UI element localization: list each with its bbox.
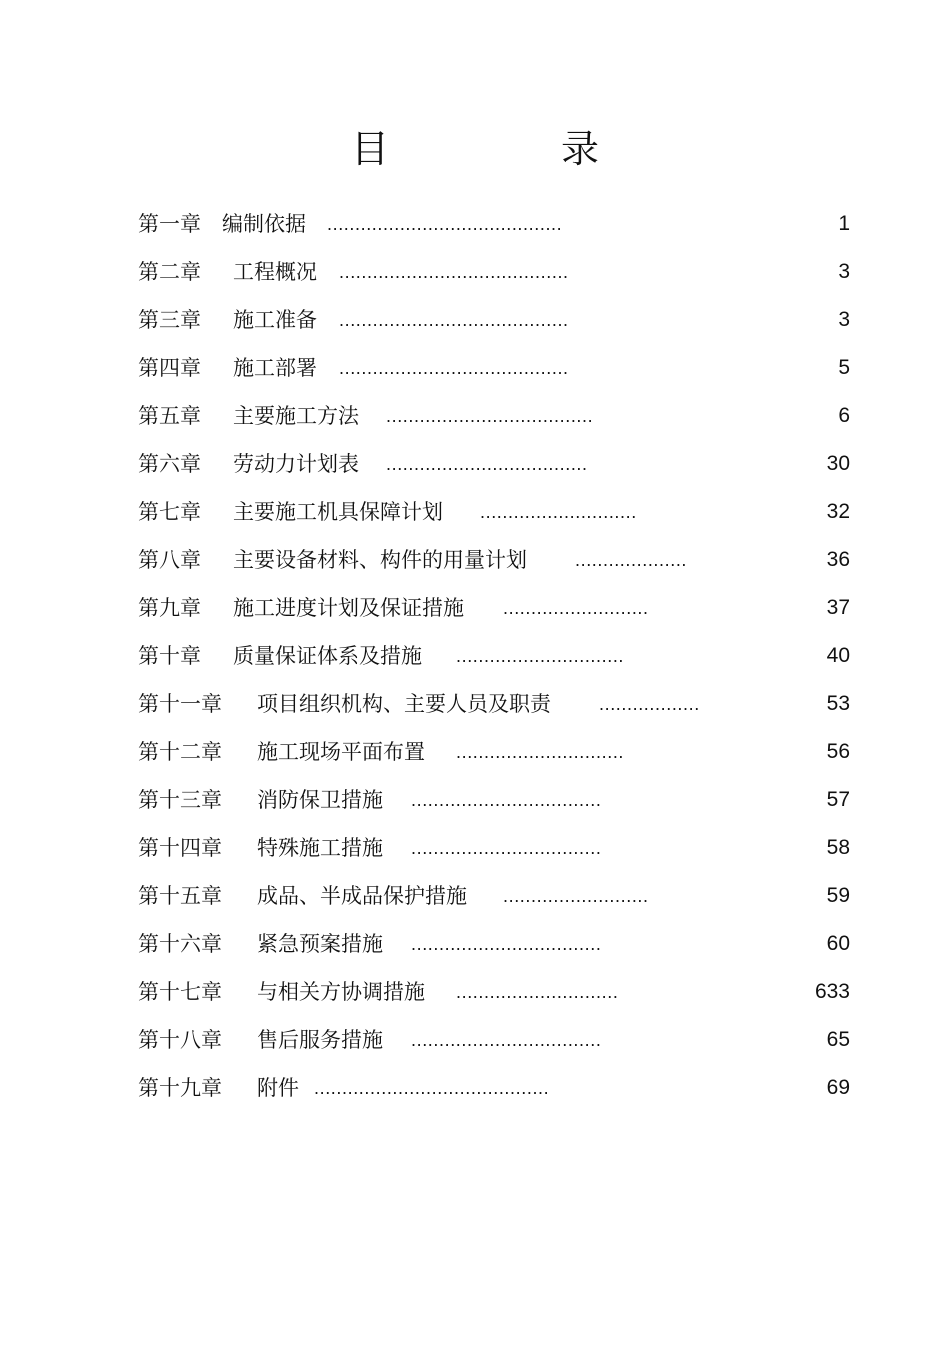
- toc-page-number: 53: [826, 692, 850, 715]
- toc-entry: [0, 449, 950, 479]
- toc-dot-leader: ..............................: [456, 742, 625, 762]
- toc-page-number: 37: [826, 596, 850, 619]
- toc-entry: [0, 257, 950, 287]
- toc-chapter-number: 第七章: [138, 500, 201, 524]
- toc-dot-leader: ..................................: [411, 790, 602, 810]
- toc-page-number: 30: [826, 452, 850, 475]
- toc-chapter-number: 第九章: [138, 596, 201, 620]
- toc-title: 目 录: [350, 127, 680, 171]
- toc-page-number: 57: [826, 788, 850, 811]
- toc-chapter-number: 第二章: [138, 260, 201, 284]
- toc-chapter-number: 第五章: [138, 404, 201, 428]
- toc-entry: [0, 545, 950, 575]
- toc-page-number: 69: [826, 1076, 850, 1099]
- toc-chapter-number: 第十二章: [138, 740, 222, 764]
- toc-page-number: 56: [826, 740, 850, 763]
- toc-dot-leader: ..................................: [411, 1030, 602, 1050]
- toc-page-number: 58: [826, 836, 850, 859]
- toc-dot-leader: ....................................: [386, 454, 588, 474]
- toc-page-number: 59: [826, 884, 850, 907]
- toc-page-number: 633: [814, 980, 850, 1003]
- toc-chapter-title: 消防保卫措施: [257, 788, 383, 812]
- toc-dot-leader: ..............................: [456, 646, 625, 666]
- toc-dot-leader: ....................: [575, 550, 688, 570]
- toc-entry: [0, 641, 950, 671]
- toc-dot-leader: ..................................: [411, 838, 602, 858]
- toc-chapter-number: 第十一章: [138, 692, 222, 716]
- toc-chapter-number: 第十八章: [138, 1028, 222, 1052]
- toc-chapter-title: 劳动力计划表: [233, 452, 359, 476]
- toc-dot-leader: ..........................................: [327, 214, 563, 234]
- toc-chapter-number: 第十七章: [138, 980, 222, 1004]
- toc-chapter-number: 第一章: [138, 212, 201, 236]
- toc-entry: [0, 209, 950, 239]
- toc-dot-leader: .....................................: [386, 406, 594, 426]
- toc-chapter-number: 第十章: [138, 644, 201, 668]
- toc-chapter-title: 成品、半成品保护措施: [257, 884, 467, 908]
- toc-chapter-number: 第十三章: [138, 788, 222, 812]
- toc-chapter-title: 施工进度计划及保证措施: [233, 596, 464, 620]
- toc-entry: [0, 593, 950, 623]
- toc-chapter-number: 第三章: [138, 308, 201, 332]
- toc-chapter-number: 第六章: [138, 452, 201, 476]
- toc-dot-leader: ..................: [599, 694, 700, 714]
- toc-entry: [0, 305, 950, 335]
- toc-dot-leader: ............................: [480, 502, 637, 522]
- toc-dot-leader: .........................................: [339, 358, 569, 378]
- toc-entry: [0, 1073, 950, 1103]
- toc-chapter-title: 主要施工机具保障计划: [233, 500, 443, 524]
- toc-chapter-title: 紧急预案措施: [257, 932, 383, 956]
- toc-chapter-title: 与相关方协调措施: [257, 980, 425, 1004]
- toc-page-number: 3: [838, 308, 850, 331]
- toc-chapter-title: 施工部署: [233, 356, 317, 380]
- toc-chapter-title: 编制依据: [222, 212, 306, 236]
- toc-page-number: 3: [838, 260, 850, 283]
- toc-chapter-title: 施工准备: [233, 308, 317, 332]
- toc-chapter-number: 第十四章: [138, 836, 222, 860]
- toc-chapter-title: 工程概况: [233, 260, 317, 284]
- toc-page-number: 5: [838, 356, 850, 379]
- toc-chapter-title: 特殊施工措施: [257, 836, 383, 860]
- toc-dot-leader: ..........................: [503, 886, 649, 906]
- toc-chapter-number: 第十五章: [138, 884, 222, 908]
- toc-chapter-number: 第八章: [138, 548, 201, 572]
- toc-entry: [0, 1025, 950, 1055]
- toc-chapter-title: 项目组织机构、主要人员及职责: [257, 692, 551, 716]
- toc-chapter-title: 施工现场平面布置: [257, 740, 425, 764]
- toc-entry: [0, 689, 950, 719]
- toc-entry: [0, 833, 950, 863]
- toc-entry: [0, 353, 950, 383]
- toc-entry: [0, 401, 950, 431]
- toc-chapter-title: 主要施工方法: [233, 404, 359, 428]
- toc-entry: [0, 881, 950, 911]
- toc-page-number: 6: [838, 404, 850, 427]
- toc-chapter-number: 第十六章: [138, 932, 222, 956]
- toc-entry: [0, 737, 950, 767]
- toc-dot-leader: .........................................: [339, 310, 569, 330]
- toc-entry: [0, 785, 950, 815]
- toc-chapter-title: 售后服务措施: [257, 1028, 383, 1052]
- toc-page-number: 60: [826, 932, 850, 955]
- toc-entry: [0, 977, 950, 1007]
- toc-dot-leader: .............................: [456, 982, 619, 1002]
- toc-chapter-title: 主要设备材料、构件的用量计划: [233, 548, 527, 572]
- toc-dot-leader: ..........................................: [314, 1078, 550, 1098]
- toc-dot-leader: .........................................: [339, 262, 569, 282]
- toc-chapter-number: 第十九章: [138, 1076, 222, 1100]
- toc-chapter-number: 第四章: [138, 356, 201, 380]
- toc-entry: [0, 929, 950, 959]
- toc-dot-leader: ..................................: [411, 934, 602, 954]
- toc-page-number: 32: [826, 500, 850, 523]
- toc-page-number: 40: [826, 644, 850, 667]
- toc-chapter-title: 质量保证体系及措施: [233, 644, 422, 668]
- toc-chapter-title: 附件: [257, 1076, 299, 1100]
- toc-page-number: 1: [838, 212, 850, 235]
- toc-entry: [0, 497, 950, 527]
- toc-page-number: 65: [826, 1028, 850, 1051]
- toc-page-number: 36: [826, 548, 850, 571]
- toc-dot-leader: ..........................: [503, 598, 649, 618]
